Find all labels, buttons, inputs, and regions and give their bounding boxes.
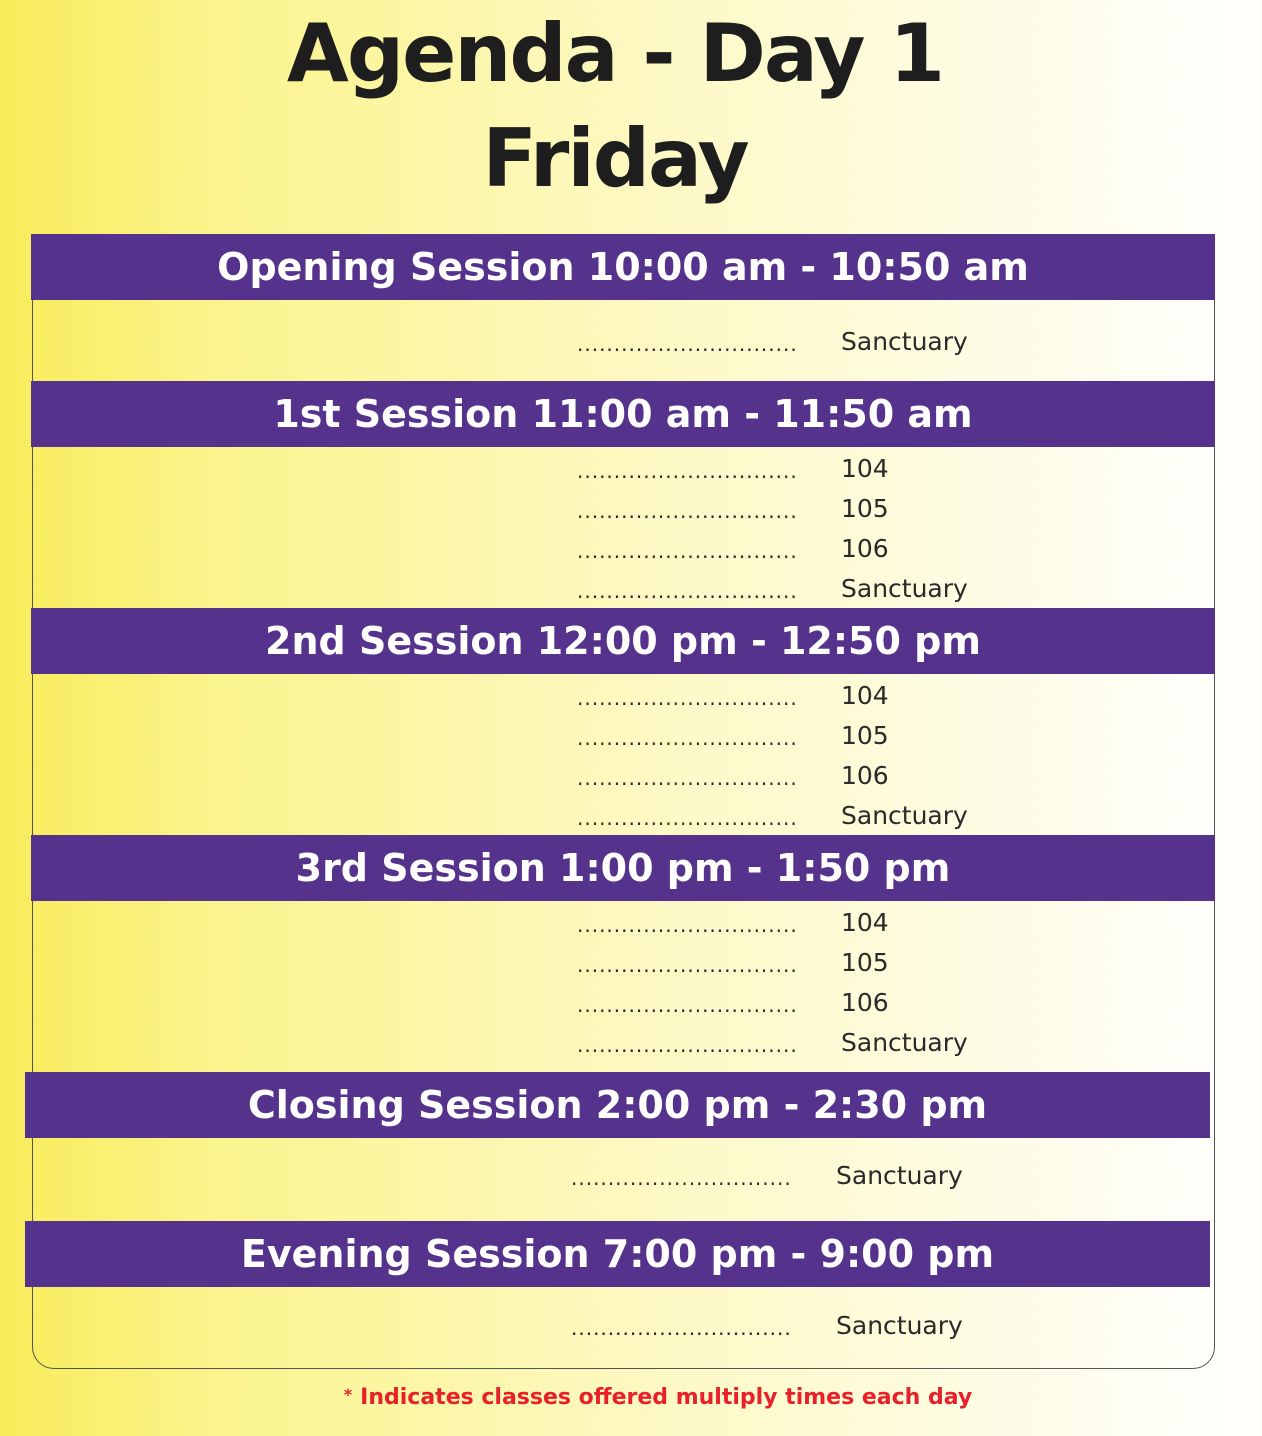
session-header-1st: 1st Session 11:00 am - 11:50 am [31, 381, 1215, 447]
page-subtitle-day: Friday [482, 112, 748, 205]
room-name: Sanctuary [841, 801, 968, 830]
dot-leader: .............................. [577, 953, 798, 977]
footnote-text: Indicates classes offered multiply times each day [360, 1385, 973, 1410]
dot-leader: .............................. [571, 1316, 792, 1340]
room-name: 106 [841, 761, 889, 790]
footnote [0, 1385, 1262, 1410]
room-name: 105 [841, 948, 889, 977]
dot-leader: .............................. [577, 539, 798, 563]
dot-leader: .............................. [577, 579, 798, 603]
room-name: 105 [841, 721, 889, 750]
dot-leader: .............................. [577, 499, 798, 523]
room-name: Sanctuary [836, 1311, 963, 1340]
dot-leader: .............................. [571, 1166, 792, 1190]
room-name: 106 [841, 988, 889, 1017]
room-name: Sanctuary [841, 574, 968, 603]
dot-leader: .............................. [577, 686, 798, 710]
session-header-3rd: 3rd Session 1:00 pm - 1:50 pm [31, 835, 1215, 901]
dot-leader: .............................. [577, 332, 798, 356]
session-header-evening: Evening Session 7:00 pm - 9:00 pm [25, 1221, 1210, 1287]
room-name: 105 [841, 494, 889, 523]
room-name: 104 [841, 908, 889, 937]
room-name: Sanctuary [836, 1161, 963, 1190]
room-name: 104 [841, 681, 889, 710]
dot-leader: .............................. [577, 913, 798, 937]
room-name: Sanctuary [841, 1028, 968, 1057]
footnote-asterisk: * [343, 1385, 353, 1404]
dot-leader: .............................. [577, 766, 798, 790]
session-header-opening: Opening Session 10:00 am - 10:50 am [31, 234, 1215, 300]
dot-leader: .............................. [577, 1033, 798, 1057]
room-name: 104 [841, 454, 889, 483]
page-title: Agenda - Day 1 [286, 7, 944, 100]
dot-leader: .............................. [577, 726, 798, 750]
dot-leader: .............................. [577, 806, 798, 830]
session-header-closing: Closing Session 2:00 pm - 2:30 pm [25, 1072, 1210, 1138]
room-name: 106 [841, 534, 889, 563]
dot-leader: .............................. [577, 993, 798, 1017]
dot-leader: .............................. [577, 459, 798, 483]
session-header-2nd: 2nd Session 12:00 pm - 12:50 pm [31, 608, 1215, 674]
room-name: Sanctuary [841, 327, 968, 356]
